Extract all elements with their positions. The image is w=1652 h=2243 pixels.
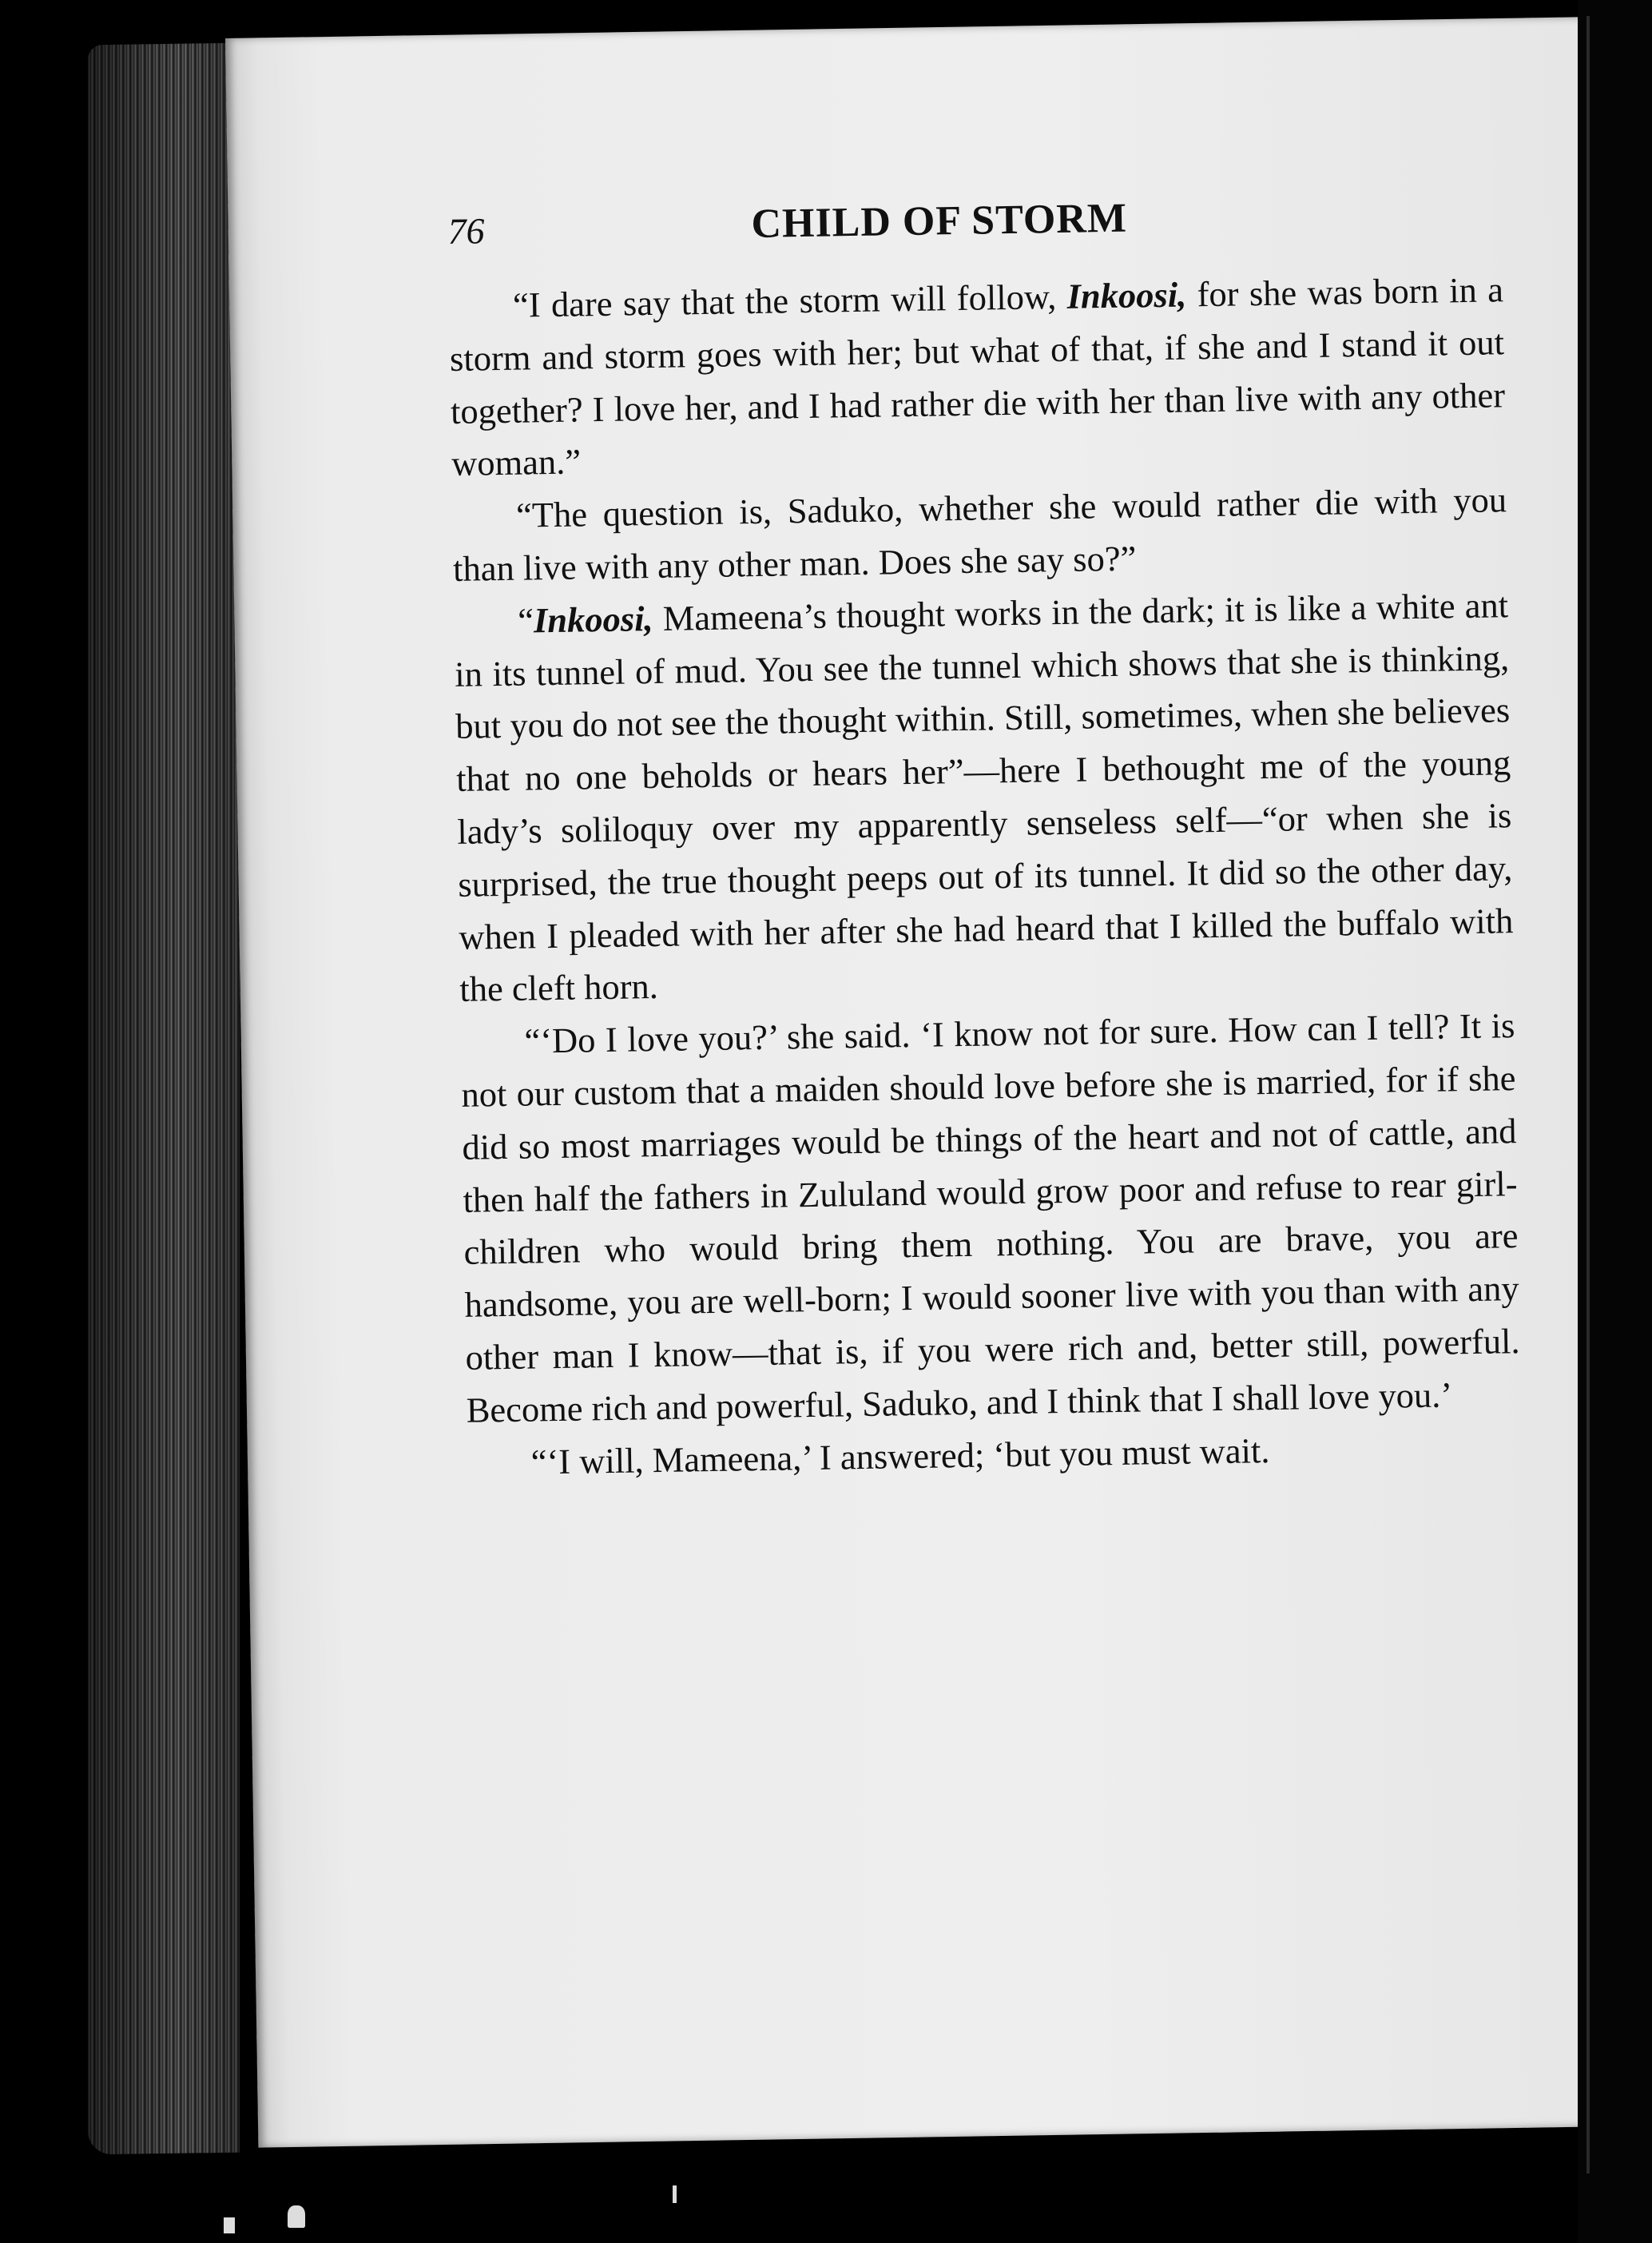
text-block [447,187,1522,1489]
cover-edge-line [1586,16,1590,2173]
paragraph-2: “The question is, Saduko, whether she would rather die with you than live with any other man. Does she say so?” [452,479,1507,589]
scan-speck [224,2217,235,2233]
paragraph-1-rest: for she was born in a storm and storm goes with her; but what of that, if she and I stand it out together? I love her, and I had rather die with her than live with any other woman.” [449,269,1506,484]
paragraph-3 [454,579,1515,1016]
paragraph-1-italic: Inkoosi, [1066,274,1187,316]
paragraph-3-open: “ [517,600,534,641]
page-edges-shadow [88,43,240,2155]
paragraph-4: “‘Do I love you?’ she said. ‘I know not for sure. How can I tell? It is not our custom that a maiden should love before she is married, for if she did so most marriages would be things of the heart and not of cattle, and then half the fathers in Zululand would grow poor and refuse to rear girl-children who would bring them nothing. You are brave, you are handsome, you are well-born; I would sooner live with you than with any other man I know—that is, if you were rich and, better still, powerful. Become rich and powerful, Saduko, and I think that I shall love you.’ [461,1005,1520,1430]
paragraph-3-rest: Mameena’s thought works in the dark; it is like a white ant in its tunnel of mud. You see the tunnel which shows that she is thinking, but you do not see the thought within. Still, sometimes, when she believes that no one beholds or hears her”—here I bethought me of the young lady’s soliloquy over my apparently senseless self—“or when she is surprised, the true thought peeps out of its tunnel. It did so the other day, when I pleaded with her after she had heard that I killed the buffalo with the cleft horn. [454,584,1514,1010]
page-number: 76 [447,210,485,252]
paragraph-1-open: “I dare say that the storm will follow, [512,276,1067,325]
scan-speck [288,2205,305,2228]
running-title: CHILD OF STORM [751,195,1128,248]
paragraph-5: “‘I will, Mameena,’ I answered; ‘but you must wait. [530,1430,1270,1482]
paragraph-1 [449,264,1507,491]
scan-speck [673,2185,677,2203]
paragraph-3-italic: Inkoosi, [533,598,653,641]
